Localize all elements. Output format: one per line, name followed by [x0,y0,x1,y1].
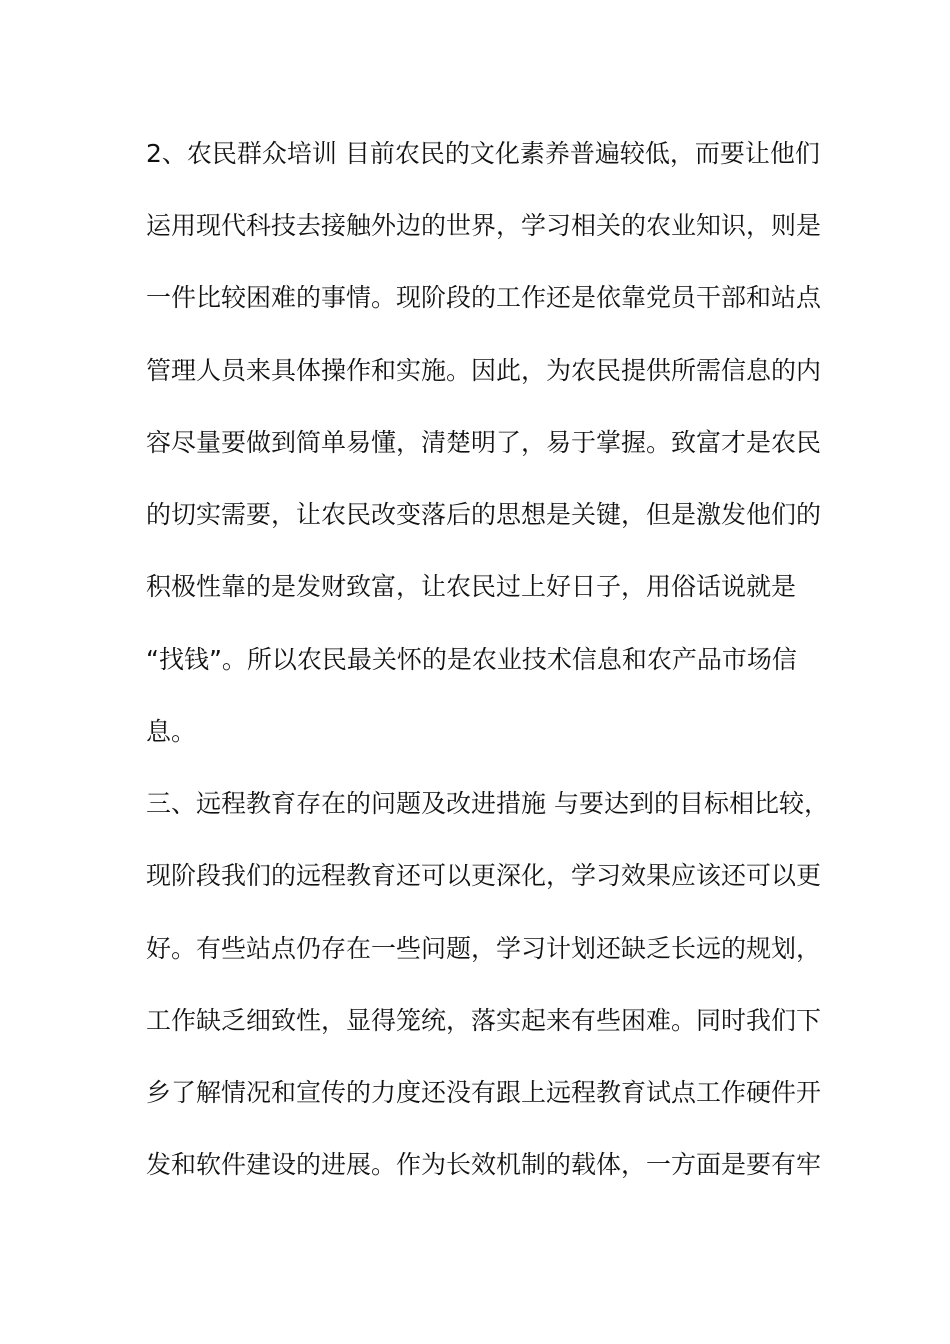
text-line: 乡了解情况和宣传的力度还没有跟上远程教育试点工作硬件开 [146,1078,822,1107]
text-line: 工作缺乏细致性，显得笼统，落实起来有些困难。同时我们下 [146,1006,822,1035]
text-line: 的切实需要，让农民改变落后的思想是关键，但是激发他们的 [146,500,822,529]
text-line: 现阶段我们的远程教育还可以更深化，学习效果应该还可以更 [146,861,822,890]
text-line: 一件比较困难的事情。现阶段的工作还是依靠党员干部和站点 [146,283,822,312]
text-line: 管理人员来具体操作和实施。因此，为农民提供所需信息的内 [146,356,822,385]
text-line: 好。有些站点仍存在一些问题，学习计划还缺乏长远的规划， [146,934,822,963]
text-line: 发和软件建设的进展。作为长效机制的载体，一方面是要有牢 [146,1150,822,1179]
text-line: 2、农民群众培训 目前农民的文化素养普遍较低，而要让他们 [146,139,820,168]
text-line: 息。 [146,717,197,746]
text-line: 运用现代科技去接触外边的世界，学习相关的农业知识，则是 [146,211,822,240]
text-line: 容尽量要做到简单易懂，清楚明了，易于掌握。致富才是农民 [146,428,822,457]
text-line: 积极性靠的是发财致富，让农民过上好日子，用俗话说就是 [146,572,797,601]
text-line: “找钱”。所以农民最关怀的是农业技术信息和农产品市场信 [146,645,797,674]
text-line: 三、远程教育存在的问题及改进措施 与要达到的目标相比较， [146,789,829,818]
